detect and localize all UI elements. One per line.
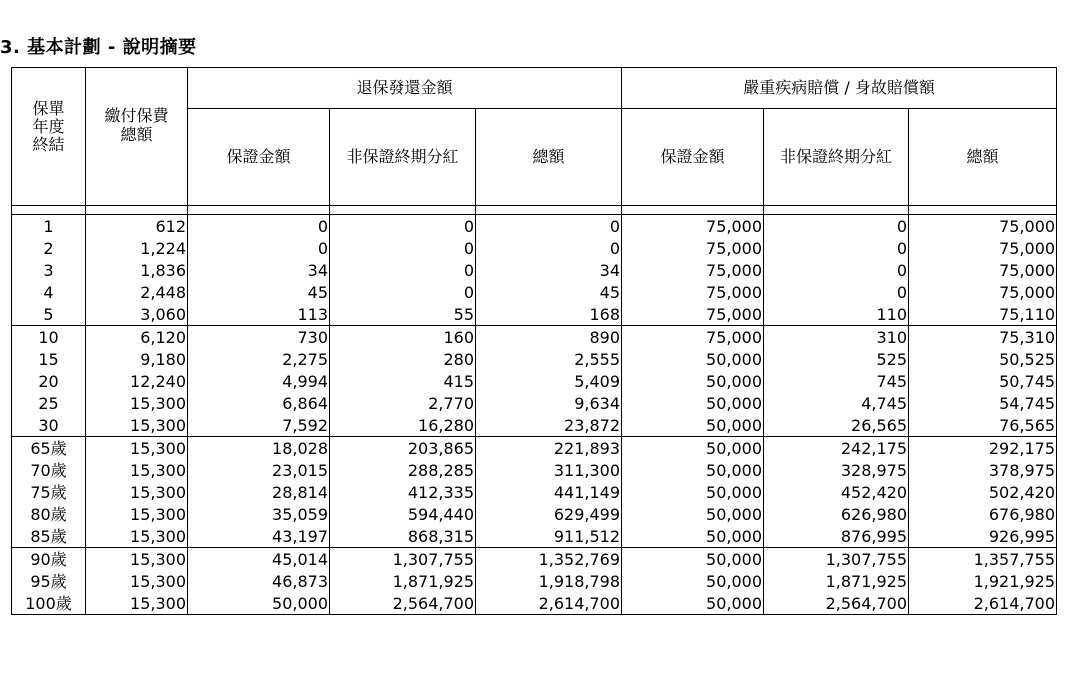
- cell-surrender-guaranteed: 7,592: [188, 414, 330, 437]
- cell-death-non-guaranteed: 0: [764, 215, 909, 238]
- cell-death-guaranteed: 75,000: [622, 303, 764, 326]
- cell-total-premium: 1,836: [86, 259, 188, 281]
- cell-surrender-non-guaranteed: 0: [330, 281, 476, 303]
- cell-surrender-total: 0: [476, 237, 622, 259]
- cell-total-premium: 15,300: [86, 570, 188, 592]
- cell-death-non-guaranteed: 626,980: [764, 503, 909, 525]
- table-row: [12, 481, 1057, 503]
- cell-death-non-guaranteed: 876,995: [764, 525, 909, 548]
- table-row: [12, 437, 1057, 460]
- cell-death-total: 75,310: [909, 326, 1057, 349]
- cell-surrender-total: 2,555: [476, 348, 622, 370]
- cell-surrender-guaranteed: 35,059: [188, 503, 330, 525]
- header-policy-year-text: 保單年度終結: [32, 98, 65, 154]
- cell-death-non-guaranteed: 242,175: [764, 437, 909, 460]
- table-row: [12, 259, 1057, 281]
- cell-surrender-total: 629,499: [476, 503, 622, 525]
- cell-death-total: 1,357,755: [909, 548, 1057, 571]
- cell-death-non-guaranteed: 1,871,925: [764, 570, 909, 592]
- cell-death-guaranteed: 75,000: [622, 237, 764, 259]
- cell-total-premium: 15,300: [86, 481, 188, 503]
- cell-surrender-total: 45: [476, 281, 622, 303]
- cell-surrender-non-guaranteed: 594,440: [330, 503, 476, 525]
- cell-surrender-guaranteed: 50,000: [188, 592, 330, 615]
- row-group: [12, 215, 1057, 326]
- cell-death-guaranteed: 50,000: [622, 414, 764, 437]
- cell-death-guaranteed: 50,000: [622, 392, 764, 414]
- table-row: [12, 392, 1057, 414]
- cell-death-total: 292,175: [909, 437, 1057, 460]
- table-row: [12, 592, 1057, 615]
- table-row: [12, 459, 1057, 481]
- table-row: [12, 237, 1057, 259]
- cell-surrender-total: 1,352,769: [476, 548, 622, 571]
- header-surrender-total: 總額: [476, 109, 622, 206]
- cell-surrender-total: 890: [476, 326, 622, 349]
- cell-death-total: 1,921,925: [909, 570, 1057, 592]
- cell-year: 3: [12, 259, 86, 281]
- cell-total-premium: 15,300: [86, 548, 188, 571]
- cell-surrender-total: 911,512: [476, 525, 622, 548]
- cell-year: 2: [12, 237, 86, 259]
- cell-death-guaranteed: 50,000: [622, 570, 764, 592]
- cell-surrender-non-guaranteed: 412,335: [330, 481, 476, 503]
- cell-death-guaranteed: 75,000: [622, 281, 764, 303]
- row-group: [12, 326, 1057, 437]
- cell-death-total: 75,000: [909, 237, 1057, 259]
- cell-death-non-guaranteed: 452,420: [764, 481, 909, 503]
- table-header: [12, 68, 1057, 206]
- cell-year: 4: [12, 281, 86, 303]
- cell-year: 100歲: [12, 592, 86, 615]
- cell-death-non-guaranteed: 310: [764, 326, 909, 349]
- table-row: [12, 548, 1057, 571]
- cell-surrender-non-guaranteed: 203,865: [330, 437, 476, 460]
- cell-surrender-non-guaranteed: 1,871,925: [330, 570, 476, 592]
- cell-surrender-total: 168: [476, 303, 622, 326]
- cell-surrender-guaranteed: 0: [188, 237, 330, 259]
- table-row: [12, 348, 1057, 370]
- cell-year: 65歲: [12, 437, 86, 460]
- illustration-table: [11, 67, 1057, 615]
- header-policy-year: [12, 68, 86, 206]
- cell-death-total: 75,110: [909, 303, 1057, 326]
- table-row: [12, 570, 1057, 592]
- cell-death-guaranteed: 50,000: [622, 548, 764, 571]
- cell-year: 25: [12, 392, 86, 414]
- cell-year: 30: [12, 414, 86, 437]
- cell-surrender-guaranteed: 34: [188, 259, 330, 281]
- cell-death-non-guaranteed: 0: [764, 237, 909, 259]
- cell-death-non-guaranteed: 525: [764, 348, 909, 370]
- cell-surrender-non-guaranteed: 2,770: [330, 392, 476, 414]
- cell-death-non-guaranteed: 1,307,755: [764, 548, 909, 571]
- row-group: [12, 437, 1057, 548]
- spacer-row: [12, 206, 1057, 215]
- cell-year: 80歲: [12, 503, 86, 525]
- cell-death-total: 502,420: [909, 481, 1057, 503]
- cell-surrender-non-guaranteed: 55: [330, 303, 476, 326]
- cell-surrender-guaranteed: 4,994: [188, 370, 330, 392]
- cell-surrender-non-guaranteed: 0: [330, 237, 476, 259]
- cell-death-guaranteed: 50,000: [622, 459, 764, 481]
- header-surrender-guaranteed: 保證金額: [188, 109, 330, 206]
- cell-year: 75歲: [12, 481, 86, 503]
- cell-surrender-guaranteed: 43,197: [188, 525, 330, 548]
- cell-surrender-total: 2,614,700: [476, 592, 622, 615]
- cell-surrender-non-guaranteed: 0: [330, 259, 476, 281]
- table-spacer: [12, 206, 1057, 215]
- cell-surrender-guaranteed: 6,864: [188, 392, 330, 414]
- cell-year: 90歲: [12, 548, 86, 571]
- cell-surrender-non-guaranteed: 0: [330, 215, 476, 238]
- cell-death-non-guaranteed: 0: [764, 281, 909, 303]
- cell-surrender-non-guaranteed: 160: [330, 326, 476, 349]
- cell-total-premium: 15,300: [86, 459, 188, 481]
- cell-death-non-guaranteed: 110: [764, 303, 909, 326]
- cell-death-total: 676,980: [909, 503, 1057, 525]
- cell-total-premium: 9,180: [86, 348, 188, 370]
- cell-surrender-guaranteed: 46,873: [188, 570, 330, 592]
- cell-surrender-non-guaranteed: 16,280: [330, 414, 476, 437]
- header-total-premium-label: [104, 106, 170, 144]
- cell-death-total: 50,745: [909, 370, 1057, 392]
- row-group: [12, 548, 1057, 615]
- cell-surrender-non-guaranteed: 868,315: [330, 525, 476, 548]
- cell-surrender-total: 34: [476, 259, 622, 281]
- cell-total-premium: 12,240: [86, 370, 188, 392]
- cell-death-total: 50,525: [909, 348, 1057, 370]
- cell-total-premium: 15,300: [86, 437, 188, 460]
- cell-death-non-guaranteed: 4,745: [764, 392, 909, 414]
- cell-death-guaranteed: 50,000: [622, 592, 764, 615]
- cell-surrender-total: 0: [476, 215, 622, 238]
- cell-death-guaranteed: 75,000: [622, 259, 764, 281]
- table-row: [12, 215, 1057, 238]
- cell-surrender-total: 23,872: [476, 414, 622, 437]
- cell-death-guaranteed: 50,000: [622, 481, 764, 503]
- cell-surrender-non-guaranteed: 288,285: [330, 459, 476, 481]
- cell-death-non-guaranteed: 0: [764, 259, 909, 281]
- cell-death-guaranteed: 50,000: [622, 370, 764, 392]
- cell-total-premium: 15,300: [86, 503, 188, 525]
- table-row: [12, 303, 1057, 326]
- cell-year: 95歲: [12, 570, 86, 592]
- cell-death-non-guaranteed: 26,565: [764, 414, 909, 437]
- cell-surrender-total: 221,893: [476, 437, 622, 460]
- header-total-premium-text: 繳付保費總額: [104, 105, 169, 144]
- cell-surrender-total: 1,918,798: [476, 570, 622, 592]
- cell-surrender-guaranteed: 730: [188, 326, 330, 349]
- cell-death-guaranteed: 50,000: [622, 525, 764, 548]
- cell-death-guaranteed: 50,000: [622, 437, 764, 460]
- cell-year: 85歲: [12, 525, 86, 548]
- header-policy-year-label: [27, 100, 71, 154]
- cell-year: 20: [12, 370, 86, 392]
- cell-surrender-total: 441,149: [476, 481, 622, 503]
- cell-surrender-guaranteed: 45,014: [188, 548, 330, 571]
- cell-death-total: 378,975: [909, 459, 1057, 481]
- header-death-total: 總額: [909, 109, 1057, 206]
- cell-surrender-non-guaranteed: 280: [330, 348, 476, 370]
- cell-surrender-guaranteed: 0: [188, 215, 330, 238]
- cell-year: 5: [12, 303, 86, 326]
- cell-total-premium: 1,224: [86, 237, 188, 259]
- header-surrender-non-guaranteed: 非保證終期分紅: [330, 109, 476, 206]
- cell-surrender-non-guaranteed: 415: [330, 370, 476, 392]
- table-row: [12, 326, 1057, 349]
- cell-surrender-guaranteed: 18,028: [188, 437, 330, 460]
- cell-surrender-guaranteed: 23,015: [188, 459, 330, 481]
- cell-surrender-total: 311,300: [476, 459, 622, 481]
- cell-death-guaranteed: 50,000: [622, 503, 764, 525]
- cell-death-total: 926,995: [909, 525, 1057, 548]
- cell-year: 1: [12, 215, 86, 238]
- cell-surrender-non-guaranteed: 2,564,700: [330, 592, 476, 615]
- cell-death-guaranteed: 75,000: [622, 326, 764, 349]
- header-death-guaranteed: 保證金額: [622, 109, 764, 206]
- header-death-benefit-group: 嚴重疾病賠償 / 身故賠償額: [622, 68, 1057, 109]
- header-death-non-guaranteed: 非保證終期分紅: [764, 109, 909, 206]
- cell-total-premium: 15,300: [86, 414, 188, 437]
- cell-total-premium: 612: [86, 215, 188, 238]
- cell-year: 70歲: [12, 459, 86, 481]
- cell-death-total: 2,614,700: [909, 592, 1057, 615]
- cell-death-total: 76,565: [909, 414, 1057, 437]
- cell-year: 15: [12, 348, 86, 370]
- cell-surrender-guaranteed: 28,814: [188, 481, 330, 503]
- cell-death-total: 75,000: [909, 215, 1057, 238]
- cell-total-premium: 15,300: [86, 392, 188, 414]
- cell-surrender-guaranteed: 45: [188, 281, 330, 303]
- cell-surrender-non-guaranteed: 1,307,755: [330, 548, 476, 571]
- cell-death-non-guaranteed: 2,564,700: [764, 592, 909, 615]
- page-title: 3. 基本計劃 - 說明摘要: [0, 37, 197, 58]
- table-row: [12, 370, 1057, 392]
- cell-total-premium: 6,120: [86, 326, 188, 349]
- cell-death-non-guaranteed: 745: [764, 370, 909, 392]
- table-row: [12, 503, 1057, 525]
- cell-death-total: 75,000: [909, 281, 1057, 303]
- cell-death-guaranteed: 75,000: [622, 215, 764, 238]
- cell-surrender-guaranteed: 2,275: [188, 348, 330, 370]
- header-surrender-group: 退保發還金額: [188, 68, 622, 109]
- cell-surrender-guaranteed: 113: [188, 303, 330, 326]
- header-total-premium: [86, 68, 188, 206]
- cell-death-guaranteed: 50,000: [622, 348, 764, 370]
- table-row: [12, 525, 1057, 548]
- cell-total-premium: 2,448: [86, 281, 188, 303]
- cell-surrender-total: 9,634: [476, 392, 622, 414]
- cell-surrender-total: 5,409: [476, 370, 622, 392]
- table-row: [12, 281, 1057, 303]
- cell-total-premium: 15,300: [86, 592, 188, 615]
- cell-death-total: 54,745: [909, 392, 1057, 414]
- cell-death-total: 75,000: [909, 259, 1057, 281]
- cell-total-premium: 15,300: [86, 525, 188, 548]
- cell-year: 10: [12, 326, 86, 349]
- cell-total-premium: 3,060: [86, 303, 188, 326]
- table-row: [12, 414, 1057, 437]
- cell-death-non-guaranteed: 328,975: [764, 459, 909, 481]
